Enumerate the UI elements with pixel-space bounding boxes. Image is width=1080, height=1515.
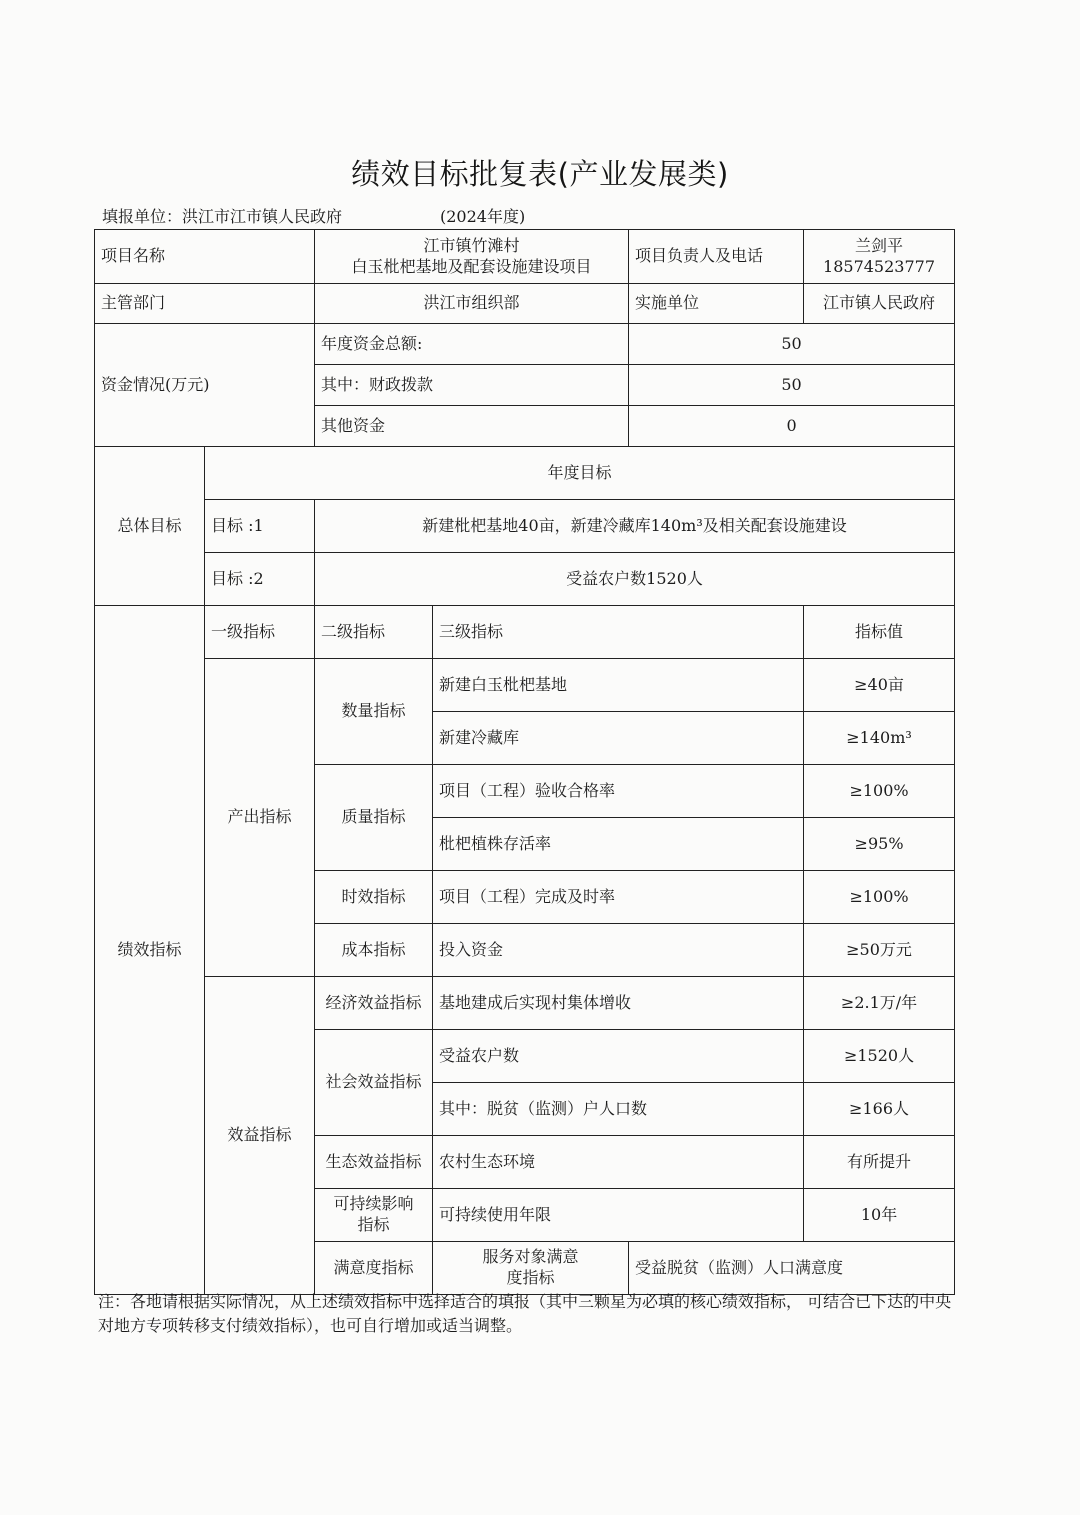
l1-satisfaction: 满意度指标 [315,1242,433,1295]
project-name-line2: 白玉枇杷基地及配套设施建设项目 [351,256,592,276]
impl-value: 江市镇人民政府 [804,284,955,324]
l2-cost: 成本指标 [315,924,433,977]
l2-service [433,1242,629,1295]
indicator-name: 项目（工程）完成及时率 [433,871,804,924]
funds-label: 资金情况(万元) [95,324,315,447]
funds-row-value: 50 [629,324,955,365]
indicator-value: 有所提升 [804,1136,955,1189]
l2-sustainability-line2: 指标 [357,1215,390,1234]
funds-row-value: 50 [629,365,955,406]
indicator-name: 新建白玉枇杷基地 [433,659,804,712]
indicator-name: 受益农户数 [433,1030,804,1083]
impl-label: 实施单位 [629,284,804,324]
goal-label: 目标 :1 [205,500,315,553]
goal-text: 新建枇杷基地40亩，新建冷藏库140m³及相关配套设施建设 [315,500,955,553]
indicator-value: ≥95% [804,818,955,871]
leader-label: 项目负责人及电话 [629,230,804,284]
project-name-line1: 江市镇竹滩村 [423,235,520,255]
funds-row-value: 0 [629,406,955,447]
l2-service-line1: 服务对象满意 [482,1247,579,1267]
indicator-name: 基地建成后实现村集体增收 [433,977,804,1030]
project-name-cell [315,230,629,284]
goal-label: 目标 :2 [205,553,315,606]
leader-cell [804,230,955,284]
performance-target-table [94,229,955,1295]
indicator-value: ≥40亩 [804,659,955,712]
indicator-value: ≥100% [804,765,955,818]
indicator-name: 农村生态环境 [433,1136,804,1189]
l2-quantity: 数量指标 [315,659,433,765]
indicator-value: ≥140m³ [804,712,955,765]
funds-row-label: 其中：财政拨款 [315,365,629,406]
goals-label: 总体目标 [95,447,205,606]
dept-value: 洪江市组织部 [315,284,629,324]
header-level3: 三级指标 [433,606,804,659]
header-value: 指标值 [804,606,955,659]
leader-name: 兰剑平 [855,235,904,255]
l1-output: 产出指标 [205,659,315,977]
l2-social: 社会效益指标 [315,1030,433,1136]
indicator-name: 新建冷藏库 [433,712,804,765]
header-level2: 二级指标 [315,606,433,659]
funds-row-label: 其他资金 [315,406,629,447]
dept-label: 主管部门 [95,284,315,324]
footnote: 注：各地请根据实际情况，从上述绩效指标中选择适合的填报（其中三颗星为必填的核心绩效指标， 可结合已下达的中央对地方专项转移支付绩效指标），也可自行增加或适当调整。 [98,1292,952,1335]
indicator-name: 其中：脱贫（监测）户人口数 [433,1083,804,1136]
l2-timeliness: 时效指标 [315,871,433,924]
indicator-name: 枇杷植株存活率 [433,818,804,871]
perf-label: 绩效指标 [95,606,205,1295]
annual-goal-header: 年度目标 [205,447,955,500]
indicator-name: 投入资金 [433,924,804,977]
filler-line [102,204,526,227]
l2-sustainability [315,1189,433,1242]
l2-ecological: 生态效益指标 [315,1136,433,1189]
filling-unit: 填报单位：洪江市江市镇人民政府 [102,207,343,226]
indicator-value: ≥50万元 [804,924,955,977]
project-name-label: 项目名称 [95,230,315,284]
fiscal-year: (2024年度) [440,207,526,226]
l2-quality: 质量指标 [315,765,433,871]
indicator-value: ≥166人 [804,1083,955,1136]
l2-service-line2: 度指标 [506,1268,555,1287]
l1-benefit: 效益指标 [205,977,315,1295]
indicator-value: ≥100% [804,871,955,924]
l2-economic: 经济效益指标 [315,977,433,1030]
header-level1: 一级指标 [205,606,315,659]
funds-row-label: 年度资金总额: [315,324,629,365]
indicator-name: 受益脱贫（监测）人口满意度 [629,1242,955,1295]
indicator-name: 项目（工程）验收合格率 [433,765,804,818]
indicator-value: ≥1520人 [804,1030,955,1083]
leader-phone: 18574523777 [823,256,936,276]
indicator-name: 可持续使用年限 [433,1189,804,1242]
indicator-value: 10年 [804,1189,955,1242]
goal-text: 受益农户数1520人 [315,553,955,606]
page-title: 绩效目标批复表(产业发展类) [351,157,729,191]
indicator-value: ≥2.1万/年 [804,977,955,1030]
l2-sustainability-line1: 可持续影响 [333,1194,414,1214]
